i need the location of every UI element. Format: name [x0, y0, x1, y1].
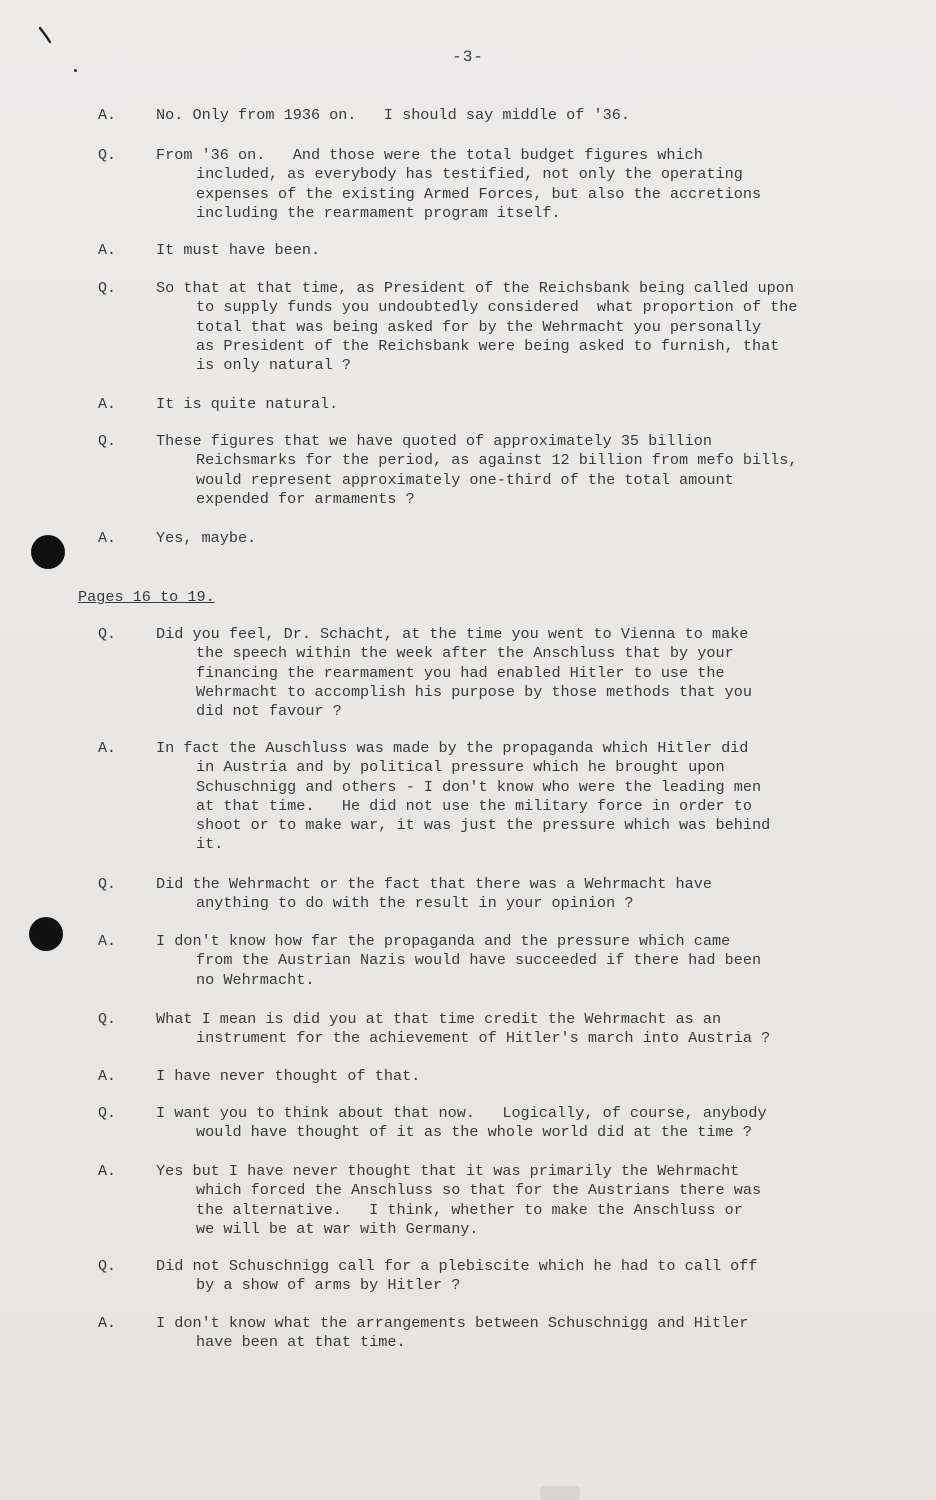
speaker-label: Q.: [98, 147, 117, 164]
stray-dot-mark: [74, 69, 77, 72]
transcript-line: to supply funds you undoubtedly considered what proportion of the: [196, 298, 798, 317]
transcript-line: No. Only from 1936 on. I should say middle of '36.: [156, 106, 630, 124]
transcript-entry: [0, 106, 936, 125]
transcript-entry: [0, 1257, 936, 1296]
transcript-entry: [0, 932, 936, 990]
transcript-line: Wehrmacht to accomplish his purpose by those methods that you: [196, 682, 752, 701]
transcript-entry: [0, 432, 936, 509]
transcript-line: the speech within the week after the Anschluss that by your: [196, 644, 734, 663]
speaker-label: A.: [98, 530, 117, 547]
speaker-label: A.: [98, 1163, 117, 1180]
transcript-entry: [0, 529, 936, 548]
speaker-label: A.: [98, 1315, 117, 1332]
transcript-entry: [0, 1067, 936, 1086]
transcript-line: the alternative. I think, whether to make the Anschluss or: [196, 1200, 743, 1219]
transcript-line: Schuschnigg and others - I don't know who were the leading men: [196, 777, 762, 796]
transcript-line: would represent approximately one-third of the total amount: [196, 470, 734, 489]
speaker-label: Q.: [98, 280, 117, 297]
transcript-line: as President of the Reichsbank were being asked to furnish, that: [196, 336, 780, 355]
transcript-line: financing the rearmament you had enabled Hitler to use the: [196, 663, 725, 682]
transcript-line: from the Austrian Nazis would have succeeded if there had been: [196, 951, 762, 970]
transcript-line: including the rearmament program itself.: [196, 203, 561, 222]
speaker-label: A.: [98, 107, 117, 124]
page-number: -3-: [452, 48, 484, 66]
transcript-entry: [0, 146, 936, 223]
transcript-line: Did the Wehrmacht or the fact that there was a Wehrmacht have: [156, 875, 712, 893]
section-heading: Pages 16 to 19.: [78, 588, 215, 606]
speaker-label: A.: [98, 242, 117, 259]
speaker-label: A.: [98, 740, 117, 757]
transcript-line: at that time. He did not use the military force in order to: [196, 796, 752, 815]
speaker-label: Q.: [98, 1011, 117, 1028]
transcript-entry: [0, 739, 936, 855]
transcript-line: I don't know how far the propaganda and the pressure which came: [156, 932, 731, 950]
transcript-line: by a show of arms by Hitler ?: [196, 1276, 461, 1295]
speaker-label: Q.: [98, 1105, 117, 1122]
transcript-line: we will be at war with Germany.: [196, 1219, 479, 1238]
transcript-line: have been at that time.: [196, 1333, 406, 1352]
transcript-line: I don't know what the arrangements between Schuschnigg and Hitler: [156, 1314, 749, 1332]
transcript-line: instrument for the achievement of Hitler's march into Austria ?: [196, 1029, 771, 1048]
transcript-entry: [0, 1314, 936, 1353]
transcript-line: anything to do with the result in your opinion ?: [196, 894, 634, 913]
transcript-entry: [0, 241, 936, 260]
speaker-label: Q.: [98, 433, 117, 450]
transcript-line: would have thought of it as the whole world did at the time ?: [196, 1123, 752, 1142]
paper-stain: [540, 1486, 580, 1500]
transcript-line: Reichsmarks for the period, as against 12 billion from mefo bills,: [196, 451, 798, 470]
corner-pen-mark: [38, 26, 52, 44]
transcript-line: no Wehrmacht.: [196, 970, 315, 989]
transcript-line: shoot or to make war, it was just the pressure which was behind: [196, 816, 771, 835]
transcript-line: In fact the Auschluss was made by the propaganda which Hitler did: [156, 739, 749, 757]
transcript-line: It is quite natural.: [156, 395, 339, 413]
transcript-line: Did you feel, Dr. Schacht, at the time you went to Vienna to make: [156, 625, 749, 643]
transcript-line: Yes, maybe.: [156, 529, 257, 547]
transcript-entry: [0, 1104, 936, 1143]
speaker-label: Q.: [98, 626, 117, 643]
transcript-line: included, as everybody has testified, not only the operating: [196, 165, 743, 184]
transcript-entry: [0, 875, 936, 914]
transcript-line: in Austria and by political pressure which he brought upon: [196, 758, 725, 777]
transcript-line: total that was being asked for by the Wehrmacht you personally: [196, 317, 762, 336]
transcript-line: Yes but I have never thought that it was primarily the Wehrmacht: [156, 1162, 740, 1180]
speaker-label: A.: [98, 1068, 117, 1085]
transcript-line: it.: [196, 835, 224, 854]
transcript-line: Did not Schuschnigg call for a plebiscite which he had to call off: [156, 1257, 758, 1275]
transcript-line: What I mean is did you at that time credit the Wehrmacht as an: [156, 1010, 722, 1028]
transcript-line: I want you to think about that now. Logically, of course, anybody: [156, 1104, 767, 1122]
speaker-label: A.: [98, 396, 117, 413]
transcript-entry: [0, 1010, 936, 1049]
transcript-entry: [0, 279, 936, 375]
speaker-label: Q.: [98, 876, 117, 893]
transcript-line: From '36 on. And those were the total budget figures which: [156, 146, 703, 164]
transcript-line: is only natural ?: [196, 356, 351, 375]
transcript-entry: [0, 395, 936, 414]
transcript-line: I have never thought of that.: [156, 1067, 421, 1085]
transcript-line: So that at that time, as President of the Reichsbank being called upon: [156, 279, 794, 297]
speaker-label: Q.: [98, 1258, 117, 1275]
transcript-entry: [0, 625, 936, 721]
transcript-line: expenses of the existing Armed Forces, but also the accretions: [196, 184, 762, 203]
transcript-entry: [0, 1162, 936, 1239]
speaker-label: A.: [98, 933, 117, 950]
transcript-line: These figures that we have quoted of approximately 35 billion: [156, 432, 712, 450]
punch-hole: [31, 535, 65, 569]
punch-hole: [29, 917, 63, 951]
transcript-line: which forced the Anschluss so that for the Austrians there was: [196, 1181, 762, 1200]
transcript-line: did not favour ?: [196, 702, 342, 721]
transcript-line: It must have been.: [156, 241, 321, 259]
transcript-line: expended for armaments ?: [196, 489, 415, 508]
